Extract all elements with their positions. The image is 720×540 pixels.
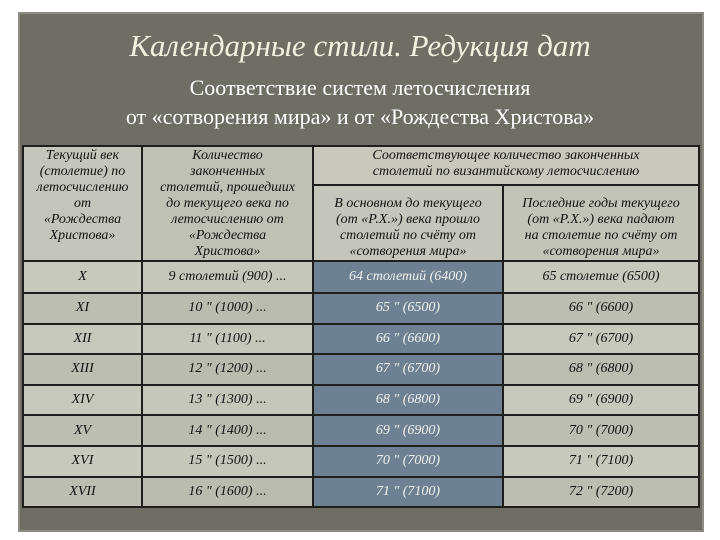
header-line: В основном до текущего [334,196,482,211]
cell-mostly: 66 " (6600) [313,324,503,355]
cell-mostly: 69 " (6900) [313,415,503,446]
cell-count: 14 " (1400) ... [142,415,313,446]
cell-count: 16 " (1600) ... [142,477,313,508]
header-count [142,146,313,261]
table-body [23,261,699,507]
table-row [23,415,699,446]
table-row [23,261,699,293]
header-last-years [503,185,699,261]
header-line: Христова» [49,228,116,243]
cell-century: XIV [23,385,142,416]
cell-century: XV [23,415,142,446]
cell-mostly: 71 " (7100) [313,477,503,508]
cell-last: 65 столетие (6500) [503,261,699,293]
slide-title: Календарные стили. Редукция дат [129,28,591,63]
cell-century: X [23,261,142,293]
table-header [23,146,699,261]
cell-last: 71 " (7100) [503,446,699,477]
cell-count: 11 " (1100) ... [142,324,313,355]
header-line: Христова» [194,244,261,259]
header-line: летосчислению от [171,212,284,227]
cell-mostly: 67 " (6700) [313,354,503,385]
header-line: (столетие) по [39,164,126,179]
header-line: (от «Р.Х.») века прошло [336,212,480,227]
cell-last: 67 " (6700) [503,324,699,355]
cell-mostly: 64 столетий (6400) [313,261,503,293]
table-row [23,446,699,477]
header-line: «Рождества [43,212,122,227]
cell-last: 66 " (6600) [503,293,699,324]
cell-mostly: 70 " (7000) [313,446,503,477]
header-line: летосчислению [36,180,129,195]
header-line: законченных [190,164,265,179]
cell-count: 12 " (1200) ... [142,354,313,385]
header-line: столетий, прошедших [160,180,295,195]
header-line: «сотворения мира» [542,244,660,259]
table-row [23,354,699,385]
calendar-table [22,145,700,508]
cell-last: 70 " (7000) [503,415,699,446]
header-line: Последние годы текущего [522,196,680,211]
table-row [23,293,699,324]
cell-count: 10 " (1000) ... [142,293,313,324]
subtitle-line: от «сотворения мира» и от «Рождества Христова» [125,104,595,129]
table-row [23,477,699,508]
header-line: «Рождества [188,228,267,243]
header-line: (от «Р.Х.») века падают [527,212,675,227]
header-line: на столетие по счёту от [524,228,678,243]
cell-century: XVI [23,446,142,477]
header-line: до текущего века по [166,196,289,211]
subtitle-line: Соответствие систем летосчисления [189,75,531,100]
header-line: «сотворения мира» [349,244,467,259]
cell-century: XIII [23,354,142,385]
cell-count: 9 столетий (900) ... [142,261,313,293]
cell-century: XII [23,324,142,355]
header-line: от [73,196,92,211]
cell-century: XVII [23,477,142,508]
cell-century: XI [23,293,142,324]
table-row [23,324,699,355]
cell-mostly: 68 " (6800) [313,385,503,416]
cell-last: 72 " (7200) [503,477,699,508]
header-line: столетий по счёту от [339,228,477,243]
cell-count: 15 " (1500) ... [142,446,313,477]
header-line: Соответствующее количество законченных [372,148,640,163]
cell-count: 13 " (1300) ... [142,385,313,416]
header-correspond [313,146,699,185]
cell-mostly: 65 " (6500) [313,293,503,324]
table-row [23,385,699,416]
header-mostly [313,185,503,261]
cell-last: 69 " (6900) [503,385,699,416]
calendar-table-wrap [22,145,698,525]
slide-subtitle [20,73,700,131]
cell-last: 68 " (6800) [503,354,699,385]
header-line: Текущий век [45,148,120,163]
header-line: Количество [192,148,263,163]
header-century [23,146,142,261]
header-line: столетий по византийскому летосчислению [372,164,640,179]
